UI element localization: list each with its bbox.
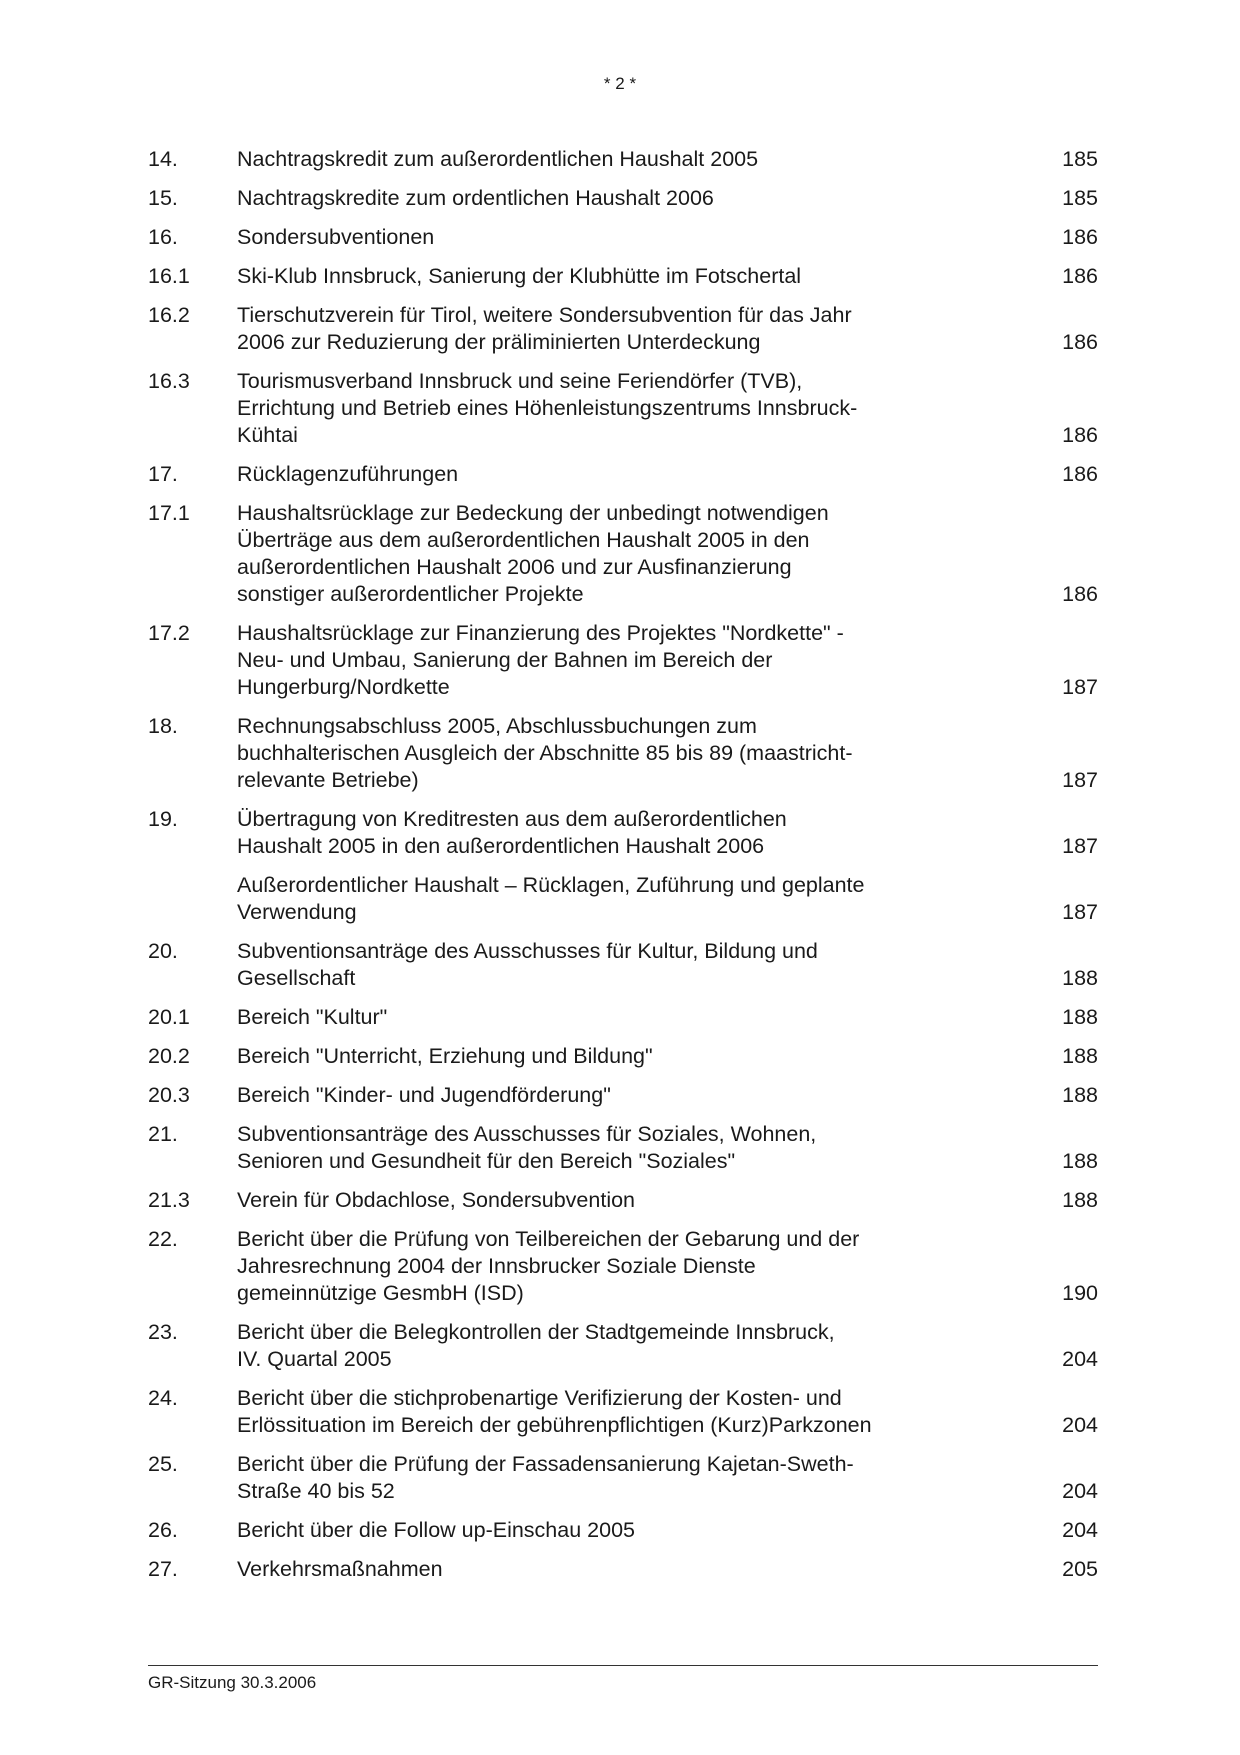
toc-entry-page: 186 [1062, 582, 1098, 606]
toc-entry-title: Übertragung von Kreditresten aus dem außerordentlichen Haushalt 2005 in den außerordentlichen Haushalt 2006 [237, 807, 787, 858]
toc-entry-number: 14. [148, 147, 178, 171]
toc-entry [148, 185, 1098, 212]
toc-entry-page: 188 [1062, 966, 1098, 990]
toc-entry-number: 27. [148, 1557, 178, 1581]
toc-entry-title: Nachtragskredit zum außerordentlichen Haushalt 2005 [237, 147, 759, 171]
toc-entry-number: 20. [148, 939, 178, 963]
toc-entry-title: Tourismusverband Innsbruck und seine Feriendörfer (TVB), Errichtung und Betrieb eines Höhenleistungszentrums Innsbruck- Kühtai [237, 369, 858, 447]
toc-entry-page: 205 [1062, 1557, 1098, 1581]
toc-entry [148, 620, 1098, 701]
toc-entry [148, 1517, 1098, 1544]
toc-entry [148, 806, 1098, 860]
footer-text: GR-Sitzung 30.3.2006 [148, 1673, 317, 1692]
toc-entry [148, 1319, 1098, 1373]
toc-entry-title: Bericht über die stichprobenartige Verifizierung der Kosten- und Erlössituation im Bereich der gebührenpflichtigen (Kurz)Parkzonen [237, 1386, 872, 1437]
toc-entry-page: 188 [1062, 1149, 1098, 1173]
toc-entry-number: 21.3 [148, 1188, 190, 1212]
toc-entry-number: 22. [148, 1227, 178, 1251]
toc-entry-page: 204 [1062, 1479, 1098, 1503]
toc-entry-title: Ski-Klub Innsbruck, Sanierung der Klubhütte im Fotschertal [237, 264, 802, 288]
toc-entry [148, 1043, 1098, 1070]
toc-entry-title: Subventionsanträge des Ausschusses für Soziales, Wohnen, Senioren und Gesundheit für den Bereich "Soziales" [237, 1122, 817, 1173]
toc-entry [148, 713, 1098, 794]
toc-entry [148, 263, 1098, 290]
toc-entry-number: 20.2 [148, 1044, 190, 1068]
toc-entry-title: Haushaltsrücklage zur Finanzierung des Projektes "Nordkette" - Neu- und Umbau, Sanierung der Bahnen im Bereich der Hungerburg/Nordkette [237, 621, 844, 699]
footer-divider [148, 1665, 1098, 1666]
toc-entry-number: 26. [148, 1518, 178, 1542]
toc-entry-number: 23. [148, 1320, 178, 1344]
toc-entry-title: Rechnungsabschluss 2005, Abschlussbuchungen zum buchhalterischen Ausgleich der Abschnitte 85 bis 89 (maastricht- relevante Betriebe) [237, 714, 853, 792]
toc-entry [148, 224, 1098, 251]
toc-entry-title: Bereich "Kinder- und Jugendförderung" [237, 1083, 611, 1107]
toc-entry-title: Bericht über die Follow up-Einschau 2005 [237, 1518, 635, 1542]
toc-entry [148, 461, 1098, 488]
toc-entry-title: Haushaltsrücklage zur Bedeckung der unbedingt notwendigen Überträge aus dem außerordentlichen Haushalt 2005 in den außerordentlichen Haushalt 2006 und zur Ausfinanzierung sonstiger außerordentlicher Projekte [237, 501, 829, 606]
toc-entry-number: 15. [148, 186, 178, 210]
toc-entry-title: Tierschutzverein für Tirol, weitere Sondersubvention für das Jahr 2006 zur Reduzierung der präliminierten Unterdeckung [237, 303, 852, 354]
toc-entry-title: Bericht über die Prüfung von Teilbereichen der Gebarung und der Jahresrechnung 2004 der Innsbrucker Soziale Dienste gemeinnützige GesmbH (ISD) [237, 1227, 860, 1305]
toc-entry-title: Subventionsanträge des Ausschusses für Kultur, Bildung und Gesellschaft [237, 939, 818, 990]
toc-entry-number: 16.3 [148, 369, 190, 393]
toc-entry-number: 16. [148, 225, 178, 249]
toc-entry-title: Nachtragskredite zum ordentlichen Haushalt 2006 [237, 186, 714, 210]
toc-entry-page: 188 [1062, 1083, 1098, 1107]
toc-entry-title: Bericht über die Prüfung der Fassadensanierung Kajetan-Sweth- Straße 40 bis 52 [237, 1452, 854, 1503]
toc-entry-page: 185 [1062, 186, 1098, 210]
toc-entry-number: 17.1 [148, 501, 190, 525]
toc-entry-title: Rücklagenzuführungen [237, 462, 459, 486]
toc-entry [148, 1187, 1098, 1214]
toc-entry-number: 24. [148, 1386, 178, 1410]
toc-entry-number: 21. [148, 1122, 178, 1146]
toc-entry-page: 187 [1062, 900, 1098, 924]
toc-entry-page: 204 [1062, 1347, 1098, 1371]
toc-entry-title: Sondersubventionen [237, 225, 435, 249]
toc-entry-number: 19. [148, 807, 178, 831]
toc-entry-page: 186 [1062, 330, 1098, 354]
toc-entry-number: 20.3 [148, 1083, 190, 1107]
toc-entry [148, 1226, 1098, 1307]
toc-entry [148, 146, 1098, 173]
toc-entry [148, 302, 1098, 356]
toc-entry-title: Verein für Obdachlose, Sondersubvention [237, 1188, 636, 1212]
toc-entry [148, 1451, 1098, 1505]
toc-entry-page: 187 [1062, 675, 1098, 699]
toc-entry [148, 938, 1098, 992]
toc-entry-page: 188 [1062, 1005, 1098, 1029]
table-of-contents [148, 146, 1098, 1595]
toc-entry-page: 204 [1062, 1518, 1098, 1542]
toc-entry-number: 25. [148, 1452, 178, 1476]
toc-entry [148, 1385, 1098, 1439]
toc-entry-number: 18. [148, 714, 178, 738]
toc-entry-number: 17. [148, 462, 178, 486]
toc-entry [148, 368, 1098, 449]
toc-entry-page: 186 [1062, 264, 1098, 288]
toc-entry-title: Außerordentlicher Haushalt – Rücklagen, Zuführung und geplante Verwendung [237, 873, 865, 924]
toc-entry-title: Verkehrsmaßnahmen [237, 1557, 443, 1581]
toc-entry-page: 204 [1062, 1413, 1098, 1437]
toc-entry-title: Bereich "Kultur" [237, 1005, 388, 1029]
page-number: * 2 * [603, 74, 637, 93]
toc-entry-number: 16.2 [148, 303, 190, 327]
toc-entry-page: 187 [1062, 768, 1098, 792]
toc-entry [148, 872, 1098, 926]
toc-entry-page: 186 [1062, 423, 1098, 447]
toc-entry [148, 1004, 1098, 1031]
toc-entry-number: 16.1 [148, 264, 190, 288]
toc-entry-page: 187 [1062, 834, 1098, 858]
toc-entry [148, 1556, 1098, 1583]
toc-entry-page: 188 [1062, 1188, 1098, 1212]
toc-entry-page: 190 [1062, 1281, 1098, 1305]
toc-entry [148, 1082, 1098, 1109]
toc-entry [148, 500, 1098, 608]
toc-entry-number: 17.2 [148, 621, 190, 645]
toc-entry-page: 188 [1062, 1044, 1098, 1068]
toc-entry-page: 186 [1062, 225, 1098, 249]
toc-entry-page: 186 [1062, 462, 1098, 486]
toc-entry-title: Bericht über die Belegkontrollen der Stadtgemeinde Innsbruck, IV. Quartal 2005 [237, 1320, 835, 1371]
toc-entry-number: 20.1 [148, 1005, 190, 1029]
toc-entry-page: 185 [1062, 147, 1098, 171]
toc-entry-title: Bereich "Unterricht, Erziehung und Bildung" [237, 1044, 653, 1068]
toc-entry [148, 1121, 1098, 1175]
